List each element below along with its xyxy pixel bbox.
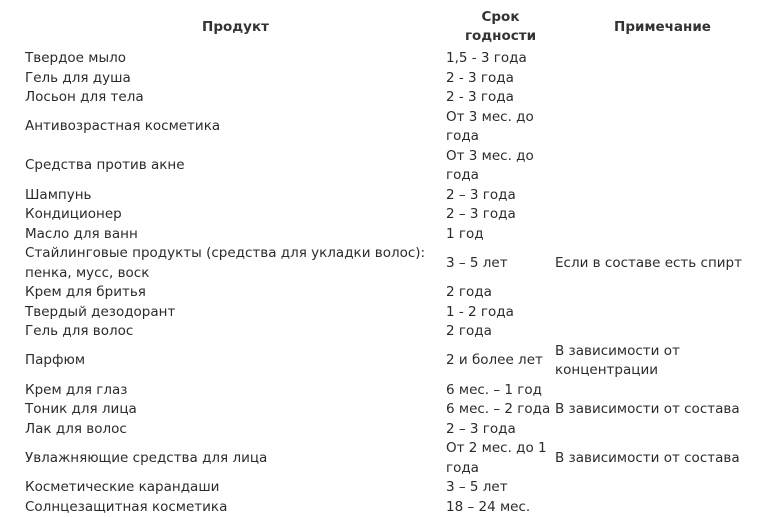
- product-cell: Масло для ванн: [25, 225, 446, 245]
- product-cell: Парфюм: [25, 342, 446, 381]
- term-cell: 6 мес. – 2 года: [446, 400, 555, 420]
- header-note: Примечание: [555, 6, 770, 49]
- table-header-row: [25, 6, 770, 49]
- table-row: [25, 342, 770, 381]
- note-cell: Если в составе есть спирт: [555, 244, 770, 283]
- note-cell: [555, 225, 770, 245]
- table-row: [25, 147, 770, 186]
- note-cell: [555, 498, 770, 517]
- product-cell: Косметические карандаши: [25, 478, 446, 498]
- product-cell: Увлажняющие средства для лица: [25, 439, 446, 478]
- table-row: [25, 283, 770, 303]
- term-cell: От 2 мес. до 1 года: [446, 439, 555, 478]
- term-cell: 2 – 3 года: [446, 186, 555, 206]
- term-cell: 2 и более лет: [446, 342, 555, 381]
- note-cell: В зависимости от состава: [555, 400, 770, 420]
- term-cell: 1,5 - 3 года: [446, 49, 555, 69]
- header-term: Срок годности: [446, 6, 555, 49]
- product-cell: Средства против акне: [25, 147, 446, 186]
- note-cell: [555, 49, 770, 69]
- term-cell: 2 - 3 года: [446, 88, 555, 108]
- table-row: [25, 244, 770, 283]
- term-cell: 6 мес. – 1 год: [446, 381, 555, 401]
- product-cell: Антивозрастная косметика: [25, 108, 446, 147]
- product-cell: Крем для глаз: [25, 381, 446, 401]
- table-row: [25, 225, 770, 245]
- term-cell: От 3 мес. до года: [446, 108, 555, 147]
- product-cell: Твердый дезодорант: [25, 303, 446, 323]
- table-row: [25, 108, 770, 147]
- table-row: [25, 69, 770, 89]
- note-cell: [555, 283, 770, 303]
- note-cell: [555, 381, 770, 401]
- note-cell: [555, 186, 770, 206]
- table-row: [25, 303, 770, 323]
- table-row: [25, 498, 770, 517]
- term-cell: 2 – 3 года: [446, 420, 555, 440]
- product-cell: Лосьон для тела: [25, 88, 446, 108]
- term-cell: 2 – 3 года: [446, 205, 555, 225]
- product-cell: Шампунь: [25, 186, 446, 206]
- note-cell: [555, 420, 770, 440]
- term-cell: 3 – 5 лет: [446, 478, 555, 498]
- product-cell: Лак для волос: [25, 420, 446, 440]
- note-cell: [555, 205, 770, 225]
- shelf-life-table: [25, 6, 770, 517]
- table-row: [25, 205, 770, 225]
- product-cell: Солнцезащитная косметика: [25, 498, 446, 517]
- note-cell: В зависимости от концентрации: [555, 342, 770, 381]
- table-row: [25, 439, 770, 478]
- product-cell: Кондиционер: [25, 205, 446, 225]
- note-cell: [555, 108, 770, 147]
- term-cell: 1 год: [446, 225, 555, 245]
- table-row: [25, 322, 770, 342]
- product-cell: Тоник для лица: [25, 400, 446, 420]
- note-cell: [555, 303, 770, 323]
- note-cell: [555, 322, 770, 342]
- note-cell: [555, 478, 770, 498]
- term-cell: 18 – 24 мес.: [446, 498, 555, 517]
- table-row: [25, 49, 770, 69]
- product-cell: Гель для волос: [25, 322, 446, 342]
- table-row: [25, 400, 770, 420]
- note-cell: [555, 69, 770, 89]
- note-cell: В зависимости от состава: [555, 439, 770, 478]
- product-cell: Крем для бритья: [25, 283, 446, 303]
- table-row: [25, 420, 770, 440]
- product-cell: Гель для душа: [25, 69, 446, 89]
- note-cell: [555, 88, 770, 108]
- term-cell: 1 - 2 года: [446, 303, 555, 323]
- table-row: [25, 478, 770, 498]
- term-cell: 2 года: [446, 322, 555, 342]
- table-row: [25, 381, 770, 401]
- header-product: Продукт: [25, 6, 446, 49]
- product-cell: Твердое мыло: [25, 49, 446, 69]
- term-cell: От 3 мес. до года: [446, 147, 555, 186]
- term-cell: 2 - 3 года: [446, 69, 555, 89]
- table-row: [25, 88, 770, 108]
- note-cell: [555, 147, 770, 186]
- product-cell: Стайлинговые продукты (средства для укладки волос): пенка, мусс, воск: [25, 244, 446, 283]
- term-cell: 2 года: [446, 283, 555, 303]
- term-cell: 3 – 5 лет: [446, 244, 555, 283]
- table-row: [25, 186, 770, 206]
